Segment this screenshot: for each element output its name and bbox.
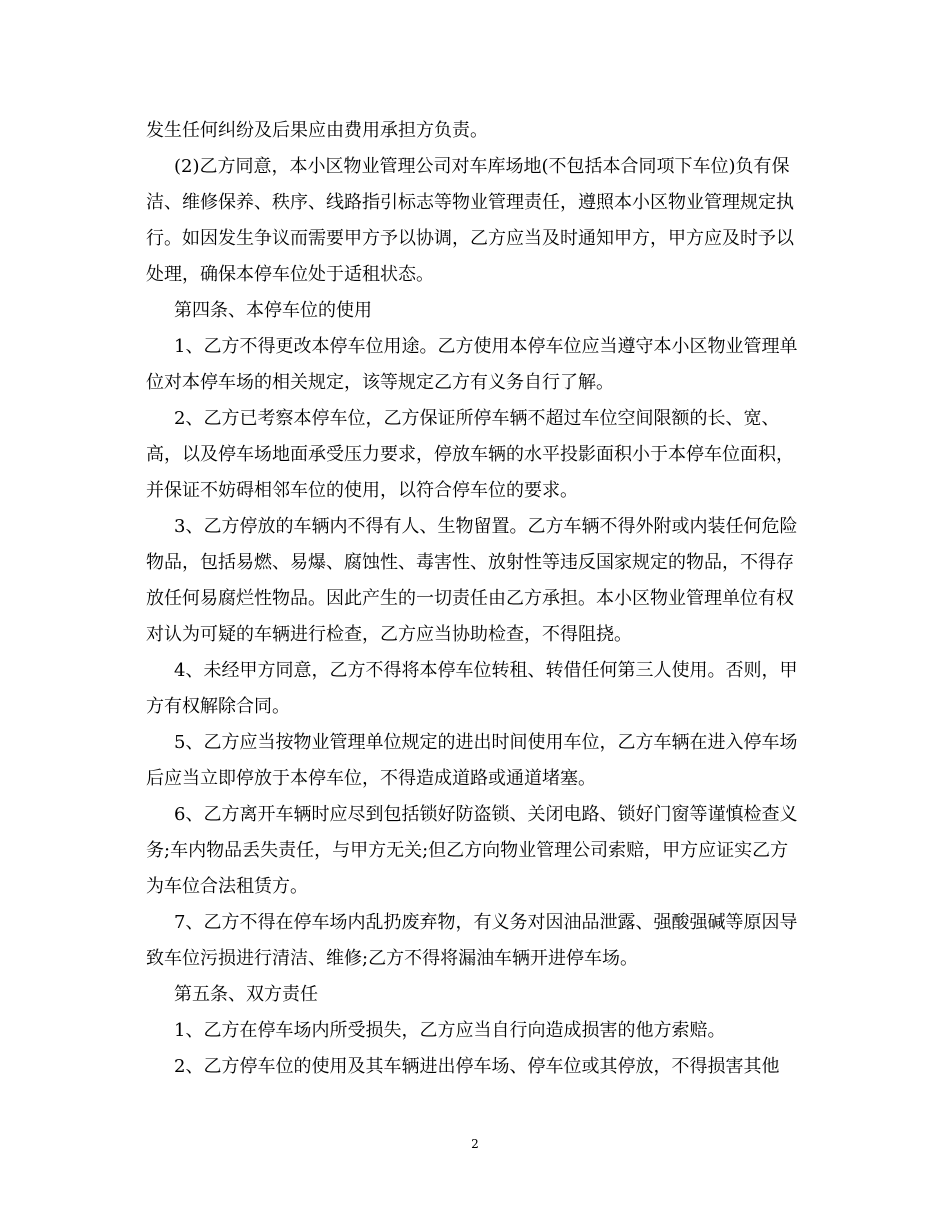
document-body — [146, 113, 806, 1085]
page-number: 2 — [471, 1137, 479, 1151]
paragraph-article-4-item-6: 6、乙方离开车辆时应尽到包括锁好防盗锁、关闭电路、锁好门窗等谨慎检查义务;车内物品丢失责任，与甲方无关;但乙方向物业管理公司索赔，甲方应证实乙方为车位合法租赁方。 — [146, 804, 798, 897]
section-heading-article-5: 第五条、双方责任 — [174, 984, 318, 1005]
section-heading-article-4: 第四条、本停车位的使用 — [174, 300, 372, 321]
paragraph-article-4-item-4: 4、未经甲方同意，乙方不得将本停车位转租、转借任何第三人使用。否则，甲方有权解除合同。 — [146, 660, 798, 717]
paragraph-article-4-item-1: 1、乙方不得更改本停车位用途。乙方使用本停车位应当遵守本小区物业管理单位对本停车场的相关规定，该等规定乙方有义务自行了解。 — [146, 336, 798, 393]
paragraph-article-4-item-5: 5、乙方应当按物业管理单位规定的进出时间使用车位，乙方车辆在进入停车场后应当立即停放于本停车位，不得造成道路或通道堵塞。 — [146, 732, 798, 789]
paragraph-article-5-item-2: 2、乙方停车位的使用及其车辆进出停车场、停车位或其停放，不得损害其他 — [174, 1056, 780, 1077]
paragraph-2: (2)乙方同意，本小区物业管理公司对车库场地(不包括本合同项下车位)负有保洁、维修保养、秩序、线路指引标志等物业管理责任，遵照本小区物业管理规定执行。如因发生争议而需要甲方予以协调，乙方应当及时通知甲方，甲方应及时予以处理，确保本停车位处于适租状态。 — [146, 156, 794, 285]
paragraph-1: 发生任何纠纷及后果应由费用承担方负责。 — [146, 120, 488, 141]
paragraph-article-4-item-3: 3、乙方停放的车辆内不得有人、生物留置。乙方车辆不得外附或内装任何危险物品，包括易燃、易爆、腐蚀性、毒害性、放射性等违反国家规定的物品，不得存放任何易腐烂性物品。因此产生的一切责任由乙方承担。本小区物业管理单位有权对认为可疑的车辆进行检查，乙方应当协助检查，不得阻挠。 — [146, 516, 798, 645]
paragraph-article-5-item-1: 1、乙方在停车场内所受损失，乙方应当自行向造成损害的他方索赔。 — [174, 1020, 726, 1041]
paragraph-article-4-item-7: 7、乙方不得在停车场内乱扔废弃物，有义务对因油品泄露、强酸强碱等原因导致车位污损进行清洁、维修;乙方不得将漏油车辆开进停车场。 — [146, 912, 798, 969]
paragraph-article-4-item-2: 2、乙方已考察本停车位，乙方保证所停车辆不超过车位空间限额的长、宽、高，以及停车场地面承受压力要求，停放车辆的水平投影面积小于本停车位面积，并保证不妨碍相邻车位的使用，以符合停车位的要求。 — [146, 408, 794, 501]
